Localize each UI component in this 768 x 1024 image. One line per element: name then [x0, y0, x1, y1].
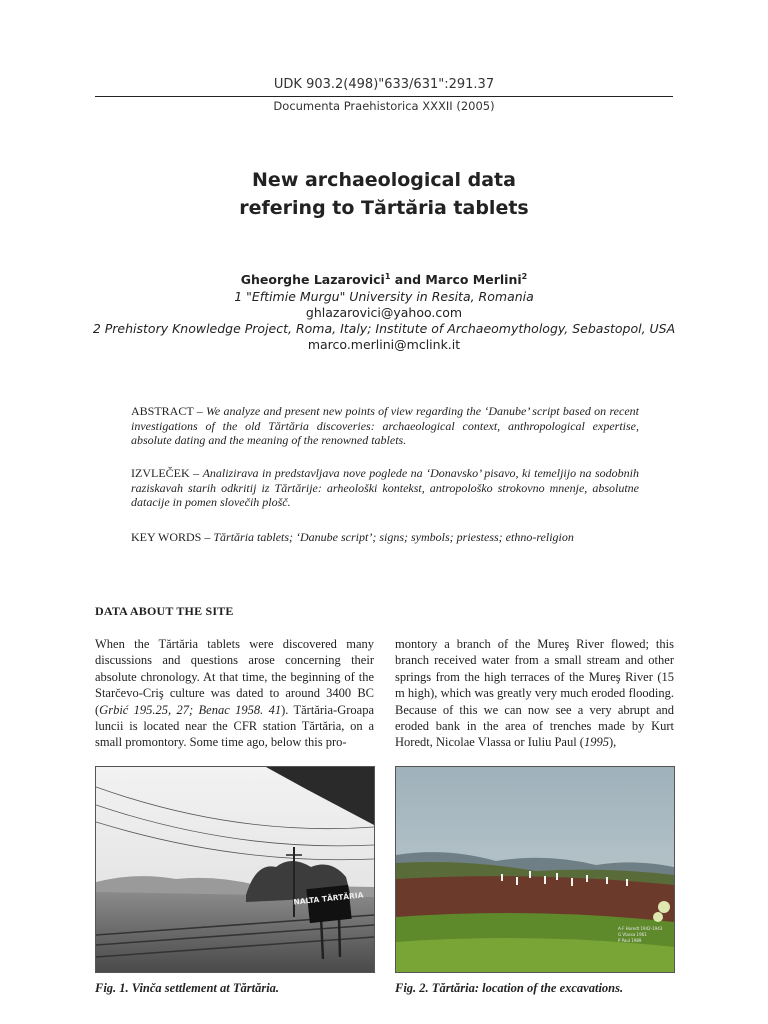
excavation-label-1: A-F Horedt 1942-1943 [618, 926, 663, 931]
keywords-label: KEY WORDS – [131, 530, 214, 544]
paper-title [0, 166, 768, 222]
udk-code: UDK 903.2(498)"633/631":291.37 [273, 77, 495, 92]
email-1: ghlazarovici@yahoo.com [305, 305, 463, 320]
affiliation-1: 1 "Eftimie Murgu" University in Resita, Romania [234, 289, 534, 304]
body-right-text-b: ), [608, 735, 617, 750]
excavation-label-3: P Paul 1989 [618, 938, 642, 943]
station-sign-text: NALTA TĂRTĂRIA [293, 890, 364, 907]
excavation-landscape-image [396, 767, 674, 972]
body-right-text-a: montory a branch of the Mureş River flowed; this branch received water from a small stream and other springs from the high terraces of the Mureş River (15 m high), which was greatly very much eroded flooding. Because of this we can now see a very abrupt and eroded bank in the area of trenches made by Kurt Horedt, Nicolae Vlassa or Iuliu Paul ( [395, 637, 674, 750]
author-2-marker: 2 [521, 272, 528, 281]
figure-2-photo [395, 766, 675, 973]
body-column-left [95, 636, 374, 751]
body-column-right [395, 636, 674, 751]
journal-reference: Documenta Praehistorica XXXII (2005) [273, 99, 495, 113]
author-2: Marco Merlini [425, 272, 522, 288]
affiliation-2: 2 Prehistory Knowledge Project, Roma, Italy; Institute of Archaeomythology, Sebastopol, USA [92, 321, 676, 336]
title-line-1: New archaeological data [252, 169, 516, 191]
author-1-marker: 1 [384, 272, 391, 281]
email-2: marco.merlini@mclink.it [307, 337, 461, 352]
izvlecek [131, 466, 639, 510]
title-line-2: refering to Tărtăria tablets [239, 197, 529, 219]
section-heading: DATA ABOUT THE SITE [95, 604, 234, 618]
abstract-text: We analyze and present new points of view regarding the ‘Danube’ script based on recent investigations of the old Tărtăria discoveries: archaeological context, anthropological expertise, absolute dating and the meaning of the renowned tablets. [131, 404, 639, 447]
body-left-text-a: When the Tărtăria tablets were discovered many discussions and questions arose concerning their absolute chronology. At that time, the beginning of the Starčevo-Criş culture was dated to around 3400 BC ( [95, 637, 374, 717]
figure-1-caption: Fig. 1. Vinča settlement at Tărtăria. [95, 981, 280, 995]
citation-year: 1995 [583, 735, 609, 750]
abstract [131, 404, 639, 448]
keywords-text: Tărtăria tablets; ‘Danube script’; signs; symbols; priestess; ethno-religion [213, 530, 574, 544]
keywords [131, 530, 639, 545]
citation-grbic-benac: Grbić 195.25, 27; Benac 1958. 41 [99, 702, 282, 717]
excavation-label-2: G Vlassa 1961 [618, 932, 647, 937]
header-rule [95, 96, 673, 97]
izvlecek-text: Analizirava in predstavljava nove poglede na ‘Donavsko’ pisavo, ki temeljijo na sodobnih raziskavah starih odkritij iz Tărtărije: arheološki kontekst, antropološko strokovno mnenje, absolutne datacije in pomen slovečih plošč. [131, 466, 639, 509]
figure-1-photo [95, 766, 375, 973]
body-left-text-b: ). Tărtăria-Groapa luncii is located near the CFR station Tărtăria, on a small promontory. Some time ago, below this pro- [95, 702, 375, 750]
abstract-label: ABSTRACT – [131, 404, 207, 418]
izvlecek-label: IZVLEČEK – [131, 466, 203, 480]
author-conjunction: and [390, 272, 426, 288]
author-1: Gheorghe Lazarovici [240, 272, 385, 288]
railway-station-image [96, 767, 374, 972]
author-line [0, 272, 768, 287]
figure-2-caption: Fig. 2. Tărtăria: location of the excavations. [395, 981, 624, 995]
